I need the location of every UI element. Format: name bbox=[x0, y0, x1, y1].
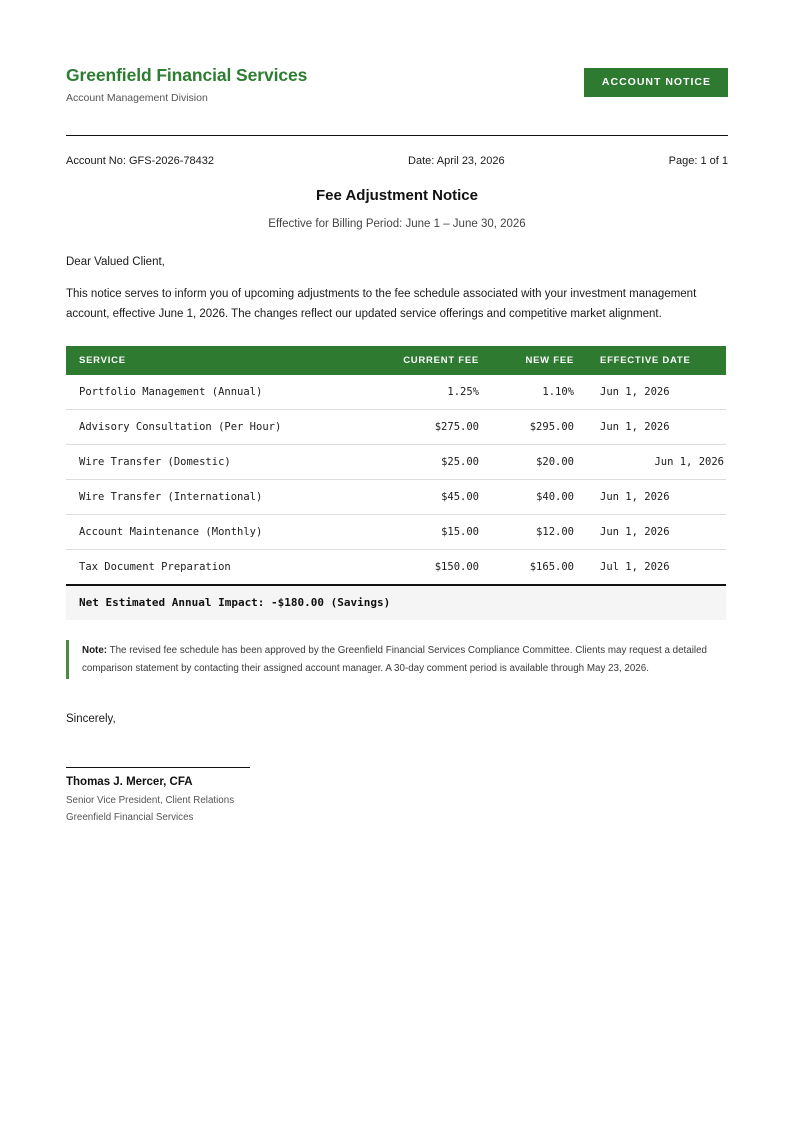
page-subtitle: Effective for Billing Period: June 1 – June 30, 2026 bbox=[268, 217, 526, 230]
table-body bbox=[66, 375, 726, 584]
document-meta-row bbox=[66, 155, 728, 167]
table-header bbox=[66, 346, 726, 375]
signatory-name: Thomas J. Mercer, CFA bbox=[66, 776, 193, 789]
compliance-note bbox=[66, 640, 726, 679]
cell-current-fee: $45.00 bbox=[371, 480, 491, 515]
document-date: Date: April 23, 2026 bbox=[408, 154, 505, 167]
cell-service: Wire Transfer (Domestic) bbox=[66, 445, 371, 480]
division-subtitle: Account Management Division bbox=[66, 92, 208, 105]
column-header-current-fee: CURRENT FEE bbox=[371, 346, 491, 375]
salutation: Dear Valued Client, bbox=[66, 255, 165, 268]
cell-service: Portfolio Management (Annual) bbox=[66, 375, 371, 410]
company-name: Greenfield Financial Services bbox=[66, 65, 308, 85]
intro-paragraph: This notice serves to inform you of upcoming adjustments to the fee schedule associated with your investment management account, effective June 1, 2026. The changes reflect our updated service offerings and competitive market alignment. bbox=[66, 287, 697, 320]
cell-effective-date: Jul 1, 2026 bbox=[600, 561, 670, 574]
column-header-effective-date: EFFECTIVE DATE bbox=[586, 346, 726, 375]
page-title: Fee Adjustment Notice bbox=[316, 186, 478, 204]
cell-new-fee: $20.00 bbox=[491, 445, 586, 480]
cell-current-fee: $25.00 bbox=[371, 445, 491, 480]
cell-new-fee: $295.00 bbox=[491, 410, 586, 445]
cell-effective-date: Jun 1, 2026 bbox=[586, 445, 726, 480]
cell-effective-date: Jun 1, 2026 bbox=[586, 480, 726, 515]
brand-block bbox=[66, 64, 307, 105]
closing-line: Sincerely, bbox=[66, 713, 116, 726]
cell-new-fee: $12.00 bbox=[491, 515, 586, 550]
cell-service: Account Maintenance (Monthly) bbox=[66, 515, 371, 550]
signatory-organization: Greenfield Financial Services bbox=[66, 812, 194, 824]
column-header-new-fee: NEW FEE bbox=[491, 346, 586, 375]
cell-new-fee: $165.00 bbox=[529, 561, 574, 574]
cell-current-fee: 1.25% bbox=[371, 375, 491, 410]
note-label: Note: bbox=[82, 645, 108, 657]
cell-current-fee: $15.00 bbox=[371, 515, 491, 550]
cell-service: Tax Document Preparation bbox=[79, 561, 231, 574]
cell-new-fee: 1.10% bbox=[491, 375, 586, 410]
table-row bbox=[66, 375, 726, 410]
table-header-row bbox=[66, 346, 726, 375]
note-text: The revised fee schedule has been approved by the Greenfield Financial Services Compliance Committee. Clients may request a detailed comparison statement by contacting their assigned account manager. A 30-day comment period is available through May 23, 2026. bbox=[82, 645, 707, 674]
table-row bbox=[66, 480, 726, 515]
cell-current-fee: $275.00 bbox=[371, 410, 491, 445]
cell-effective-date: Jun 1, 2026 bbox=[586, 375, 726, 410]
table-row bbox=[66, 550, 726, 585]
column-header-service: SERVICE bbox=[66, 346, 371, 375]
cell-service: Advisory Consultation (Per Hour) bbox=[66, 410, 371, 445]
status-badge: ACCOUNT NOTICE bbox=[584, 68, 728, 97]
signatory-title: Senior Vice President, Client Relations bbox=[66, 795, 235, 807]
header-divider bbox=[66, 135, 728, 136]
table-row bbox=[66, 410, 726, 445]
cell-effective-date: Jun 1, 2026 bbox=[586, 515, 726, 550]
fee-schedule-table bbox=[66, 346, 726, 584]
letterhead bbox=[66, 0, 728, 105]
table-row bbox=[66, 515, 726, 550]
cell-effective-date: Jun 1, 2026 bbox=[586, 410, 726, 445]
cell-current-fee: $150.00 bbox=[434, 561, 479, 574]
signature-line bbox=[66, 767, 250, 768]
table-row bbox=[66, 445, 726, 480]
account-number: Account No: GFS-2026-78432 bbox=[66, 154, 214, 167]
page-indicator: Page: 1 of 1 bbox=[668, 154, 728, 167]
cell-new-fee: $40.00 bbox=[491, 480, 586, 515]
total-impact-row: Net Estimated Annual Impact: -$180.00 (Savings) bbox=[66, 584, 726, 620]
cell-service: Wire Transfer (International) bbox=[66, 480, 371, 515]
